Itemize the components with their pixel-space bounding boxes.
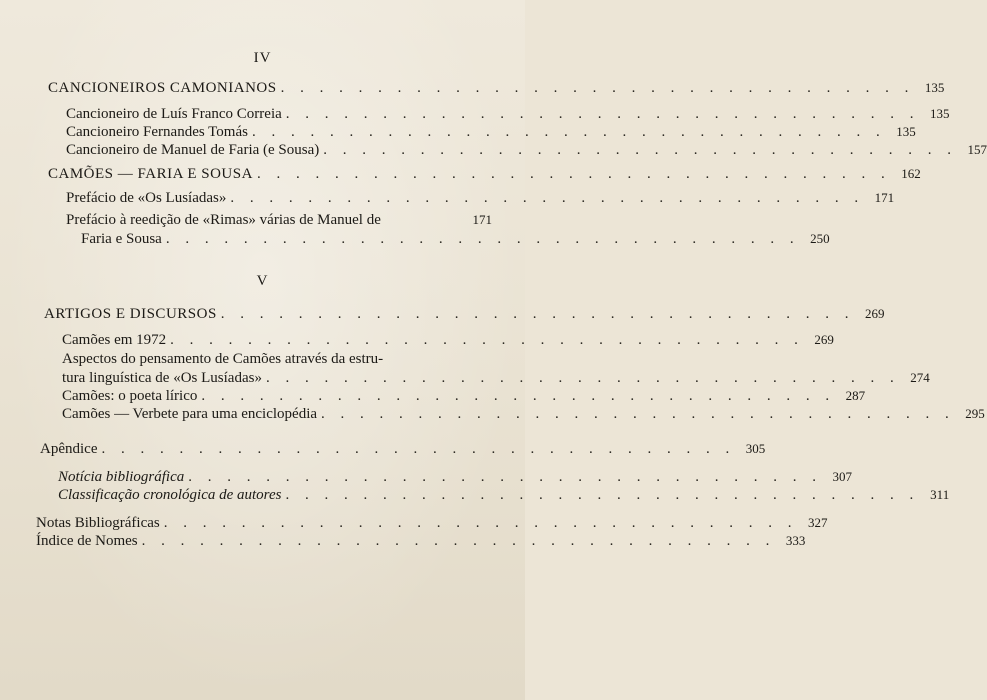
toc-page-number: 269	[865, 306, 885, 321]
toc-page-number: 305	[745, 441, 766, 456]
toc-heading-faria-e-sousa	[48, 165, 921, 183]
leader-dots: . . . . . . . . . . . . . . . . . . . . . . . . . . . . . . . . .	[141, 533, 776, 549]
toc-page-number: 274	[910, 370, 930, 385]
leader-dots: . . . . . . . . . . . . . . . . . . . . . . . . . . . . . . . . .	[165, 231, 800, 247]
toc-entry-label: Índice de Nomes	[36, 533, 138, 549]
toc-entry	[62, 405, 985, 423]
toc-entry	[62, 387, 866, 405]
toc-heading-label: ARTIGOS E DISCURSOS	[44, 306, 217, 322]
toc-page-number: 135	[930, 106, 950, 121]
toc-heading-label: Apêndice	[40, 441, 98, 457]
toc-entry	[58, 486, 950, 504]
leader-dots: . . . . . . . . . . . . . . . . . . . . . . . . . . . . . . . . .	[201, 388, 836, 404]
toc-heading-artigos	[44, 305, 885, 323]
toc-page-number: 295	[965, 406, 985, 421]
toc-entry-label: Cancioneiro de Manuel de Faria (e Sousa)	[66, 142, 320, 158]
toc-entry-label: Camões — Verbete para uma enciclopédia	[62, 406, 318, 422]
leader-dots: . . . . . . . . . . . . . . . . . . . . . . . . . . . . . . . . .	[163, 515, 798, 531]
toc-page-number: 135	[924, 80, 945, 95]
leader-dots: . . . . . . . . . . . . . . . . . . . . . . . . . . . . . . . . .	[265, 370, 900, 386]
leader-dots: . . . . . . . . . . . . . . . . . . . . . . . . . . . . . . . . .	[251, 124, 886, 140]
leader-dots: . . . . . . . . . . . . . . . . . . . . . . . . . . . . . . . . .	[230, 190, 865, 206]
leader-dots: . . . . . . . . . . . . . . . . . . . . . . . . . . . . . . . . .	[280, 80, 915, 96]
toc-entry	[66, 211, 492, 229]
toc-page-number: 307	[832, 469, 852, 484]
toc-entry	[66, 105, 950, 123]
toc-entry	[58, 468, 852, 486]
toc-entry-label: Aspectos do pensamento de Camões através da estru-	[62, 351, 384, 367]
toc-page-number: 287	[845, 388, 866, 403]
toc-entry-label: Faria e Sousa	[81, 231, 162, 247]
toc-entry	[66, 141, 987, 159]
toc-entry-label: Prefácio de «Os Lusíadas»	[66, 190, 227, 206]
toc-page-number: 171	[472, 212, 492, 227]
leader-dots: . . . . . . . . . . . . . . . . . . . . . . . . . . . . . . . . .	[188, 469, 822, 485]
toc-entry-label: Notícia bibliográfica	[58, 469, 185, 485]
section-numeral-v: V	[256, 273, 269, 289]
toc-page-number: 311	[930, 487, 950, 502]
toc-heading-label: CAMÕES — FARIA E SOUSA	[48, 166, 253, 182]
toc-entry-label: Notas Bibliográficas	[36, 515, 160, 531]
section-numeral-iv: IV	[253, 50, 272, 66]
toc-page-number: 250	[810, 231, 830, 246]
leader-dots: . . . . . . . . . . . . . . . . . . . . . . . . . . . . . . . . .	[170, 332, 804, 348]
leader-dots: . . . . . . . . . . . . . . . . . . . . . . . . . . . . . . . . .	[256, 166, 891, 182]
toc-page-number: 171	[874, 190, 895, 205]
toc-heading-apendice	[40, 440, 766, 458]
leader-dots: . . . . . . . . . . . . . . . . . . . . . . . . . . . . . . . . .	[101, 441, 736, 457]
toc-entry-indice	[36, 532, 806, 550]
toc-heading-cancioneiros	[48, 79, 945, 97]
toc-entry	[62, 350, 492, 368]
leader-dots: . . . . . . . . . . . . . . . . . . . . . . . . . . . . . . . . .	[321, 406, 955, 422]
toc-page-number: 327	[807, 515, 828, 530]
leader-dots: . . . . . . . . . . . . . . . . . . . . . . . . . . . . . . . . .	[220, 306, 855, 322]
toc-page-number: 162	[901, 166, 921, 181]
toc-entry	[62, 331, 834, 349]
toc-page-number: 333	[785, 533, 806, 548]
toc-entry-label: Camões: o poeta lírico	[62, 388, 198, 404]
toc-entry-label: Cancioneiro de Luís Franco Correia	[66, 106, 282, 122]
leader-dots: . . . . . . . . . . . . . . . . . . . . . . . . . . . . . . . . .	[285, 487, 920, 503]
toc-page-number: 135	[896, 124, 916, 139]
toc-entry-label: Prefácio à reedição de «Rimas» várias de Manuel de	[66, 212, 381, 228]
leader-dots: . . . . . . . . . . . . . . . . . . . . . . . . . . . . . . . . .	[285, 106, 920, 122]
toc-heading-label: CANCIONEIROS CAMONIANOS	[48, 80, 277, 96]
toc-entry	[66, 123, 916, 141]
toc-page-number: 157	[967, 142, 987, 157]
toc-entry-continuation	[81, 230, 830, 248]
toc-page-number: 269	[814, 332, 834, 347]
toc-entry-notas	[36, 514, 828, 532]
toc-entry-continuation	[62, 369, 930, 387]
toc-entry-label: Classificação cronológica de autores	[58, 487, 282, 503]
leader-dots: . . . . . . . . . . . . . . . . . . . . . . . . . . . . . . . . .	[323, 142, 957, 158]
toc-entry-label: Camões em 1972	[62, 332, 167, 348]
toc-entry	[66, 189, 895, 207]
toc-entry-label: Cancioneiro Fernandes Tomás	[66, 124, 248, 140]
toc-entry-label: tura linguística de «Os Lusíadas»	[62, 370, 262, 386]
